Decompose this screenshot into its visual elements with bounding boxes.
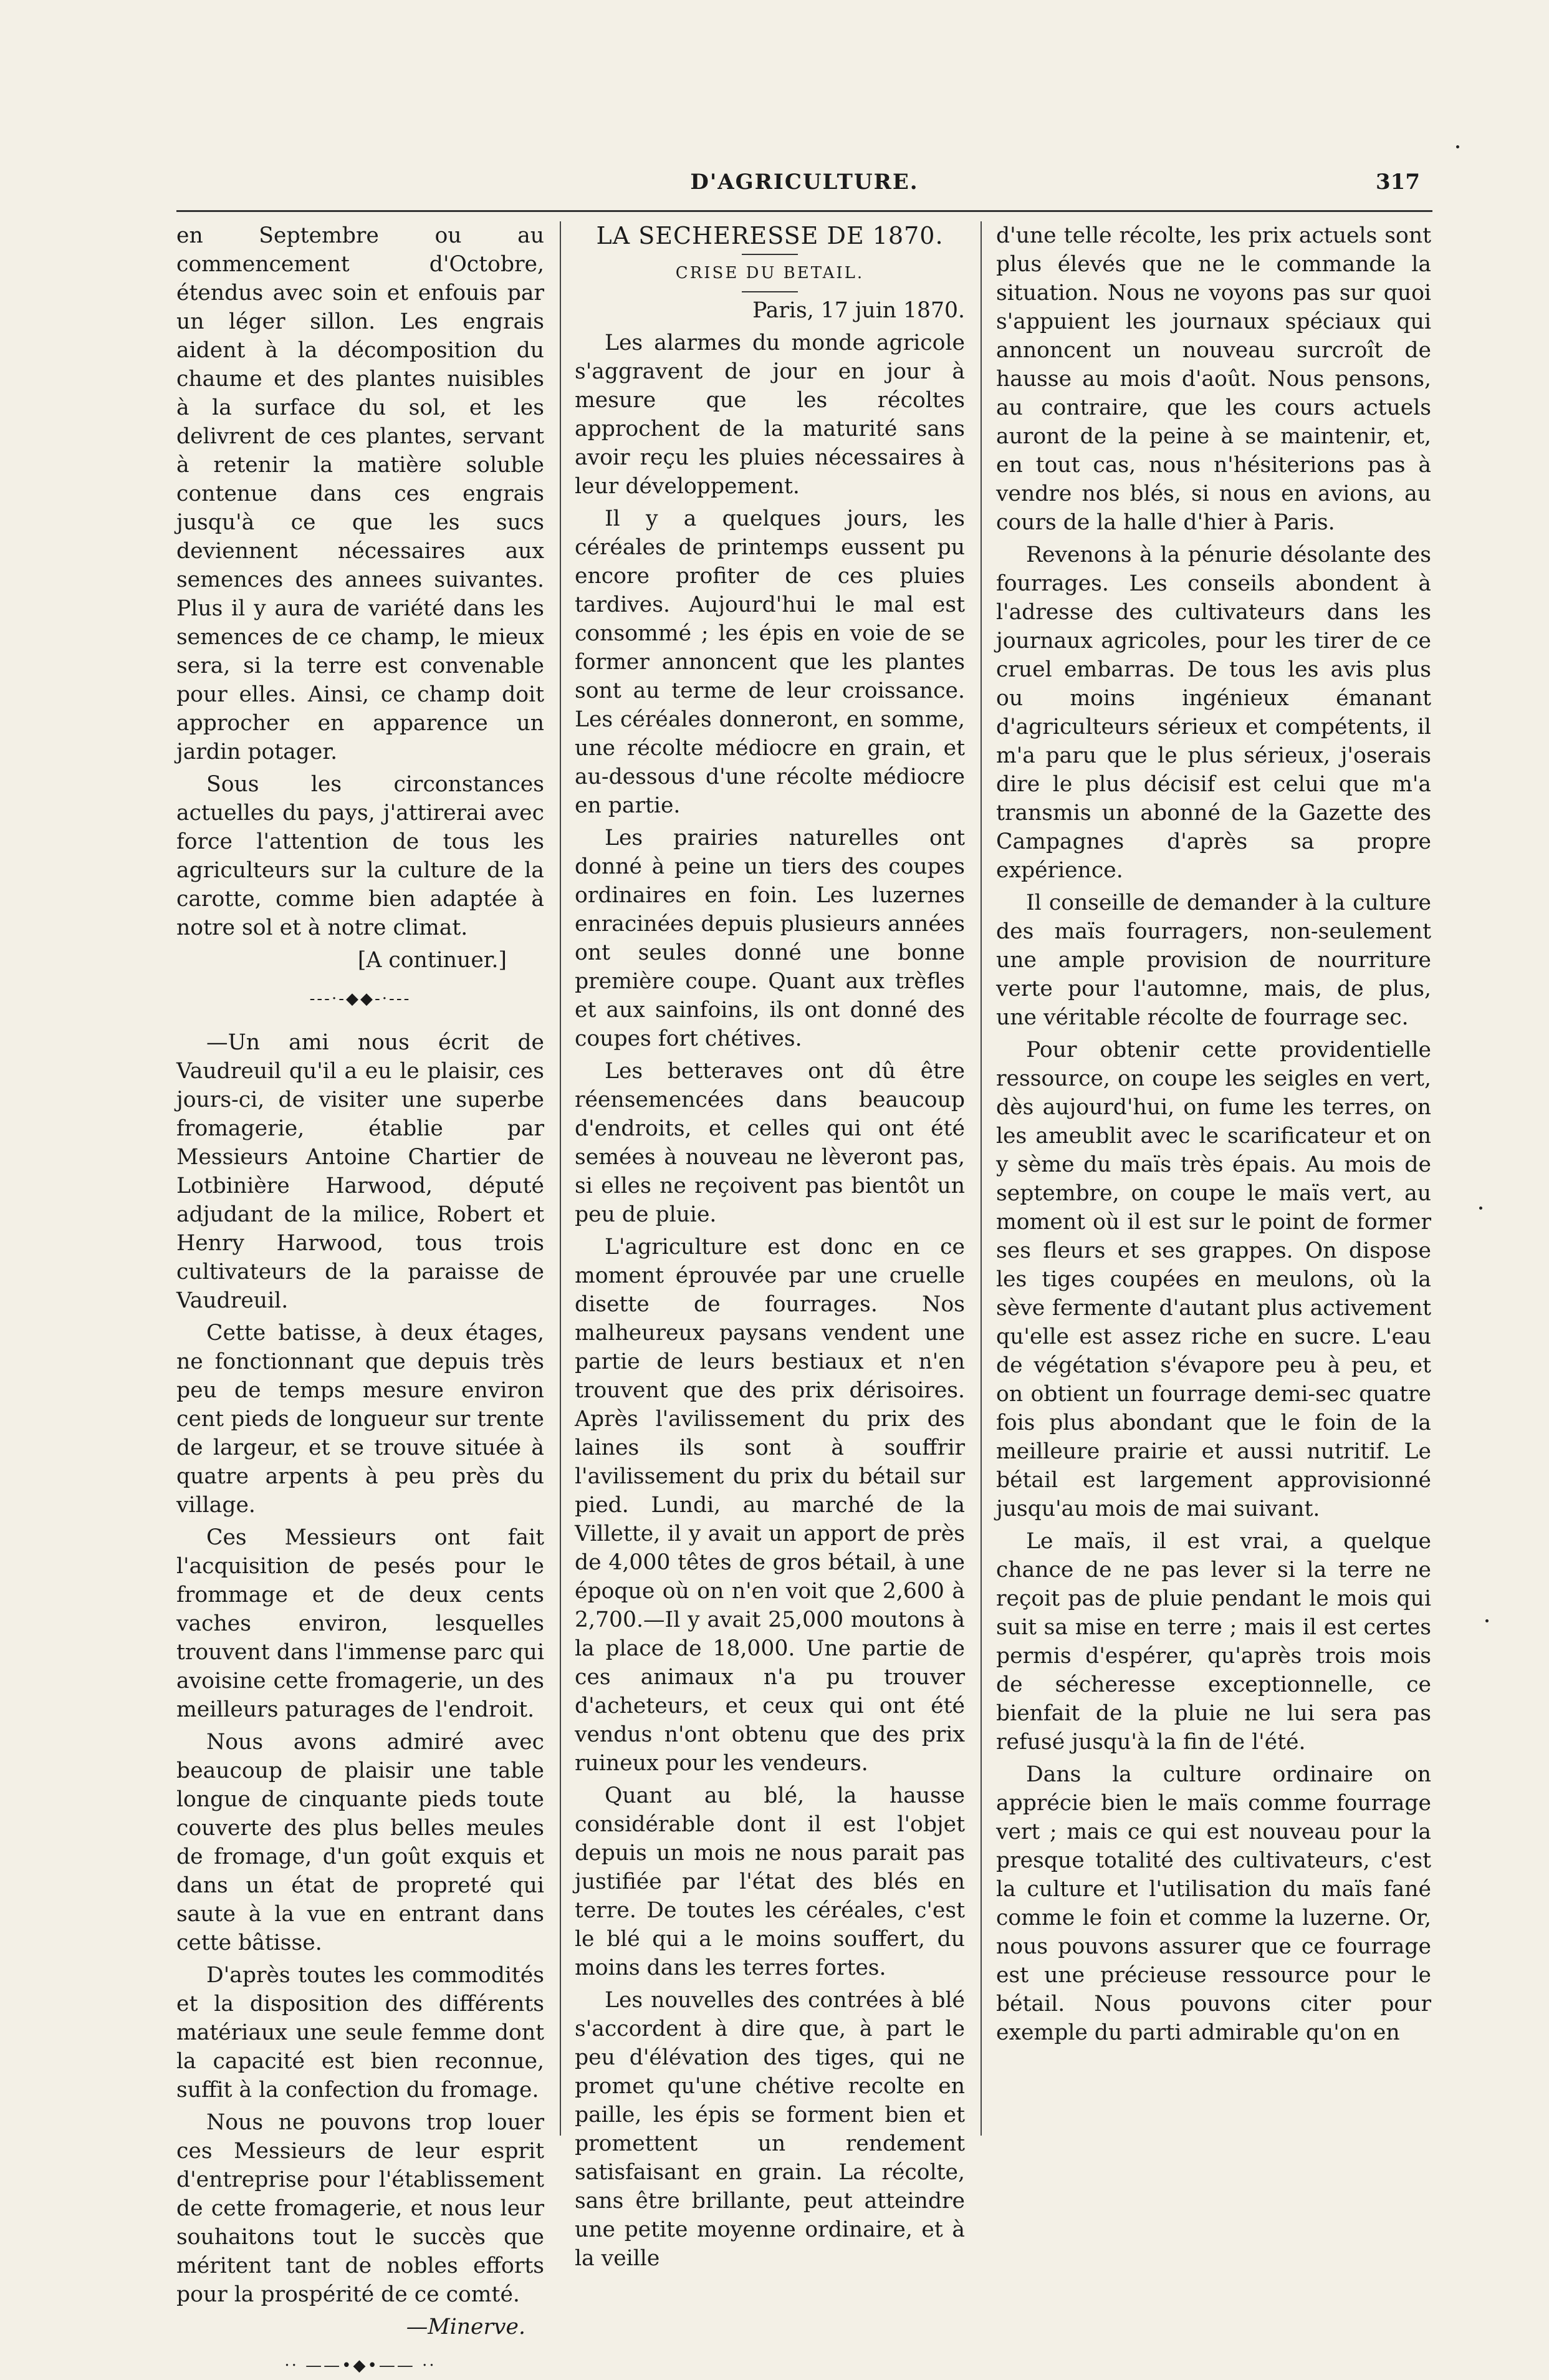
paragraph: Ces Messieurs ont fait l'acquisition de pesés pour le frommage et de deux cents vaches environ, lesquelles trouvent dans l'immense parc qui avoisine cette fromagerie, un des meilleurs paturages de l'endroit.	[176, 1525, 544, 1722]
paragraph: Quant au blé, la hausse considérable dont il est l'objet depuis un mois ne nous parait pas justifiée par l'état des blés en terre. De toutes les céréales, c'est le blé qui a le moins souffert, du moins dans les terres fortes.	[575, 1783, 965, 1980]
paragraph: Nous ne pouvons trop louer ces Messieurs de leur esprit d'entreprise pour l'établissement de cette fromagerie, et nous leur souhaitons tout le succès que méritent tant de nobles efforts pour la prospérité de ce comté.	[176, 2110, 544, 2307]
scan-speck	[1485, 1619, 1489, 1622]
title-rule	[742, 254, 798, 255]
column-2	[575, 221, 965, 2271]
end-ornament: ·· ——•◆•—— ··	[284, 2356, 436, 2375]
paragraph: Revenons à la pénurie désolante des fourrages. Les conseils abondent à l'adresse des cultivateurs dans les journaux agricoles, pour les tirer de ce cruel embarras. De tous les avis plus ou moins ingénieux émanant d'agriculteurs sérieux et compétents, il m'a paru que le plus sérieux, j'oserais dire le plus décisif est celui que m'a transmis un abonné de la Gazette des Campagnes d'après sa propre expérience.	[996, 542, 1431, 883]
paragraph: Nous avons admiré avec beaucoup de plaisir une table longue de cinquante pieds toute couverte des plus belles meules de fromage, d'un goût exquis et dans un état de propreté qui saute à la vue en entrant dans cette bâtisse.	[176, 1730, 544, 1955]
paragraph: —Un ami nous écrit de Vaudreuil qu'il a eu le plaisir, ces jours-ci, de visiter une superbe fromagerie, établie par Messieurs Antoine Chartier de Lotbinière Harwood, député adjudant de la milice, Robert et Henry Harwood, tous trois cultivateurs de la paraisse de Vaudreuil.	[176, 1030, 544, 1313]
paragraph: en Septembre ou au commencement d'Octobre, étendus avec soin et enfouis par un léger sillon. Les engrais aident à la décomposition du chaume et des plantes nuisibles à la surface du sol, et les delivrent de ces plantes, servant à retenir la matière soluble contenue dans ces engrais jusqu'à ce que les sucs deviennent nécessaires aux semences des annees suivantes. Plus il y aura de variété dans les semences de ce champ, le mieux sera, si la terre est convenable pour elles. Ainsi, ce champ doit approcher en apparence un jardin potager.	[176, 223, 544, 764]
paragraph: Cette batisse, à deux étages, ne fonctionnant que depuis très peu de temps mesure environ cent pieds de longueur sur trente de largeur, et se trouve située à quatre arpents à peu près du village.	[176, 1321, 544, 1518]
scan-speck	[1456, 145, 1459, 148]
header-rule	[176, 210, 1432, 212]
paragraph: Pour obtenir cette providentielle ressource, on coupe les seigles en vert, dès aujourd'hui, on fume les terres, on les ameublit avec le scarificateur et on y sème du maïs très épais. Au mois de septembre, on coupe le maïs vert, au moment où il est sur le point de former ses fleurs et ses grappes. On dispose les tiges coupées en meulons, où la sève fermente d'autant plus activement qu'elle est assez riche en sucre. L'eau de végétation s'évapore peu à peu, et on obtient un fourrage demi-sec quatre fois plus abondant que le foin de la meilleure prairie et aussi nutritif. Le bétail est largement approvisionné jusqu'au mois de mai suivant.	[996, 1038, 1431, 1521]
continuation-note: [A continuer.]	[357, 948, 507, 973]
article-title: LA SECHERESSE DE 1870.	[596, 222, 944, 249]
dateline: Paris, 17 juin 1870.	[752, 298, 965, 323]
column-divider-2	[981, 221, 982, 2136]
scan-speck	[1479, 1207, 1482, 1210]
article-subtitle: CRISE DU BETAIL.	[675, 264, 865, 282]
paragraph: Il conseille de demander à la culture des maïs fourragers, non-seulement une ample provision de nourriture verte pour l'automne, mais, de plus, une véritable récolte de fourrage sec.	[996, 890, 1431, 1030]
page-number: 317	[1376, 170, 1420, 195]
column-divider-1	[560, 221, 561, 2136]
column-3	[996, 221, 1431, 2129]
paragraph: Le maïs, il est vrai, a quelque chance de ne pas lever si la terre ne reçoit pas de pluie pendant le mois qui suit sa mise en terre ; mais il est certes permis d'espérer, qu'après trois mois de sécheresse exceptionnelle, ce bienfait de la pluie ne lui sera pas refusé jusqu'à la fin de l'été.	[996, 1529, 1431, 1755]
page-header	[176, 170, 1432, 201]
column-1	[176, 221, 544, 2375]
section-ornament: ---·-◆◆-·---	[309, 990, 411, 1008]
paragraph: Les alarmes du monde agricole s'aggravent de jour en jour à mesure que les récoltes approchent de la maturité sans avoir reçu les pluies nécessaires à leur développement.	[575, 330, 965, 499]
paragraph: L'agriculture est donc en ce moment éprouvée par une cruelle disette de fourrages. Nos malheureux paysans vendent une partie de leurs bestiaux et n'en trouvent que des prix dérisoires. Après l'avilissement du prix des laines ils sont à souffrir l'avilissement du prix du bétail sur pied. Lundi, au marché de la Villette, il y avait un apport de près de 4,000 têtes de gros bétail, à une époque où on n'en voit que 2,600 à 2,700.—Il y avait 25,000 moutons à la place de 18,000. Une partie de ces animaux n'a pu trouver d'acheteurs, et ceux qui ont été vendus n'ont obtenu que des prix ruineux pour les vendeurs.	[575, 1235, 965, 1776]
paragraph: Sous les circonstances actuelles du pays, j'attirerai avec force l'attention de tous les agriculteurs sur la culture de la carotte, comme bien adaptée à notre sol et à notre climat.	[176, 772, 544, 940]
paragraph: Les betteraves ont dû être réensemencées dans beaucoup d'endroits, et celles qui ont été semées à nouveau ne lèveront pas, si elles ne reçoivent pas bientôt un peu de pluie.	[575, 1059, 965, 1227]
paragraph: D'après toutes les commodités et la disposition des différents matériaux une seule femme dont la capacité est bien reconnue, suffit à la confection du fromage.	[176, 1963, 544, 2103]
paragraph: Les nouvelles des contrées à blé s'accordent à dire que, à part le peu d'élévation des tiges, qui ne promet qu'une chétive recolte en paille, les épis se forment bien et promettent un rendement satisfaisant en grain. La récolte, sans être brillante, peut atteindre une petite moyenne ordinaire, et à la veille	[575, 1988, 965, 2271]
paragraph: Il y a quelques jours, les céréales de printemps eussent pu encore profiter de ces pluies tardives. Aujourd'hui le mal est consommé ; les épis en voie de se former annoncent que les plantes sont au terme de leur croissance. Les céréales donneront, en somme, une récolte médiocre en grain, et au-dessous d'une récolte médiocre en partie.	[575, 506, 965, 818]
subtitle-rule	[742, 291, 798, 292]
paragraph: Les prairies naturelles ont donné à peine un tiers des coupes ordinaires en foin. Les luzernes enracinées depuis plusieurs années ont seules donné une bonne première coupe. Quant aux trèfles et aux sainfoins, ils ont donné des coupes fort chétives.	[575, 826, 965, 1051]
signature: —Minerve.	[406, 2315, 525, 2339]
paragraph: Dans la culture ordinaire on apprécie bien le maïs comme fourrage vert ; mais ce qui est nouveau pour la presque totalité des cultivateurs, c'est la culture et l'utilisation du maïs fané comme le foin et comme la luzerne. Or, nous pouvons assurer que ce fourrage est une précieuse ressource pour le bétail. Nous pouvons citer pour exemple du parti admirable qu'on en	[996, 1762, 1431, 2045]
paragraph: d'une telle récolte, les prix actuels sont plus élevés que ne le commande la situation. Nous ne voyons pas sur quoi s'appuient les journaux spéciaux qui annoncent un nouveau surcroît de hausse au mois d'août. Nous pensons, au contraire, que les cours actuels auront de la peine à se maintenir, et, en tout cas, nous n'hésiterions pas à vendre nos blés, si nous en avions, au cours de la halle d'hier à Paris.	[996, 223, 1431, 535]
running-title: D'AGRICULTURE.	[690, 170, 919, 195]
